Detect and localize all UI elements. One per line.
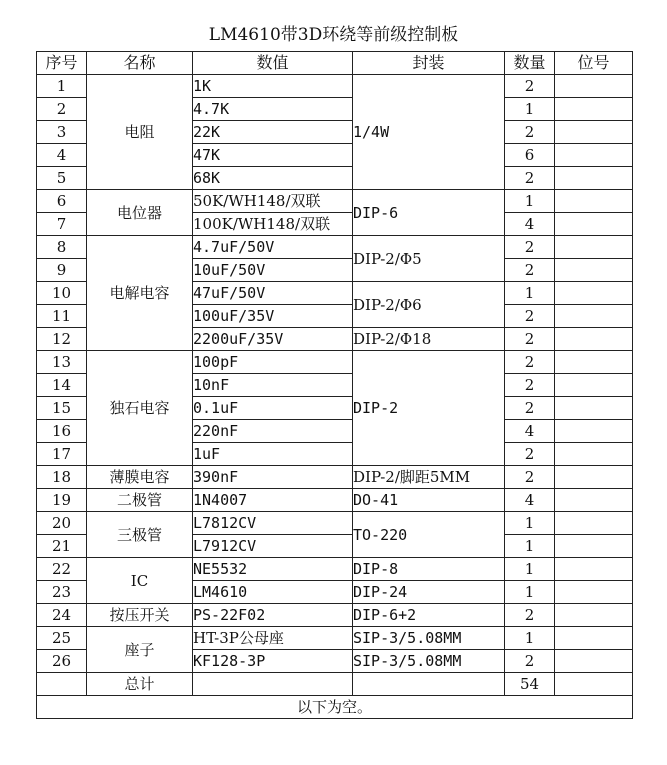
qty-cell: 2 [505, 121, 555, 144]
row-no: 7 [37, 213, 87, 236]
row-no: 18 [37, 466, 87, 489]
ref-cell [555, 213, 633, 236]
value-cell: 100K/WH148/双联 [193, 213, 353, 236]
row-no: 26 [37, 650, 87, 673]
package-cell: DO-41 [353, 489, 505, 512]
empty-cell [353, 673, 505, 696]
qty-cell: 2 [505, 236, 555, 259]
qty-cell: 2 [505, 328, 555, 351]
name-cell: 三极管 [87, 512, 193, 558]
value-cell: 50K/WH148/双联 [193, 190, 353, 213]
qty-cell: 2 [505, 167, 555, 190]
package-cell: SIP-3/5.08MM [353, 627, 505, 650]
row-no: 16 [37, 420, 87, 443]
package-cell: DIP-6+2 [353, 604, 505, 627]
header-value: 数值 [193, 52, 353, 75]
ref-cell [555, 167, 633, 190]
name-cell: 按压开关 [87, 604, 193, 627]
row-no: 21 [37, 535, 87, 558]
footer-note: 以下为空。 [37, 696, 633, 719]
table-row [37, 190, 633, 213]
ref-cell [555, 305, 633, 328]
empty-cell [555, 673, 633, 696]
ref-cell [555, 397, 633, 420]
ref-cell [555, 282, 633, 305]
package-cell: DIP-2/Φ6 [353, 282, 505, 328]
ref-cell [555, 98, 633, 121]
footer-row [37, 696, 633, 719]
row-no: 20 [37, 512, 87, 535]
qty-cell: 2 [505, 351, 555, 374]
qty-cell: 1 [505, 558, 555, 581]
row-no: 19 [37, 489, 87, 512]
package-cell: DIP-6 [353, 190, 505, 236]
ref-cell [555, 351, 633, 374]
row-no: 14 [37, 374, 87, 397]
name-cell: 电位器 [87, 190, 193, 236]
value-cell: 1N4007 [193, 489, 353, 512]
ref-cell [555, 581, 633, 604]
package-cell: DIP-8 [353, 558, 505, 581]
value-cell: NE5532 [193, 558, 353, 581]
table-row [37, 466, 633, 489]
value-cell: 10uF/50V [193, 259, 353, 282]
package-cell: 1/4W [353, 75, 505, 190]
qty-cell: 4 [505, 213, 555, 236]
row-no: 12 [37, 328, 87, 351]
row-no: 22 [37, 558, 87, 581]
ref-cell [555, 512, 633, 535]
qty-cell: 1 [505, 282, 555, 305]
package-cell: TO-220 [353, 512, 505, 558]
table-row [37, 351, 633, 374]
table-row [37, 512, 633, 535]
empty-cell [193, 673, 353, 696]
ref-cell [555, 650, 633, 673]
value-cell: PS-22F02 [193, 604, 353, 627]
row-no: 3 [37, 121, 87, 144]
value-cell: 4.7K [193, 98, 353, 121]
value-cell: 2200uF/35V [193, 328, 353, 351]
value-cell: 1uF [193, 443, 353, 466]
name-cell: 薄膜电容 [87, 466, 193, 489]
total-row [37, 673, 633, 696]
value-cell: L7812CV [193, 512, 353, 535]
row-no: 25 [37, 627, 87, 650]
value-cell: 10nF [193, 374, 353, 397]
table-row [37, 75, 633, 98]
value-cell: L7912CV [193, 535, 353, 558]
value-cell: 47K [193, 144, 353, 167]
row-no: 11 [37, 305, 87, 328]
name-cell: 电阻 [87, 75, 193, 190]
row-no: 8 [37, 236, 87, 259]
name-cell: IC [87, 558, 193, 604]
total-label: 总计 [87, 673, 193, 696]
value-cell: 4.7uF/50V [193, 236, 353, 259]
value-cell: 68K [193, 167, 353, 190]
value-cell: 100pF [193, 351, 353, 374]
qty-cell: 1 [505, 627, 555, 650]
row-no: 4 [37, 144, 87, 167]
ref-cell [555, 121, 633, 144]
table-row [37, 627, 633, 650]
header-package: 封装 [353, 52, 505, 75]
value-cell: 390nF [193, 466, 353, 489]
name-cell: 座子 [87, 627, 193, 673]
ref-cell [555, 190, 633, 213]
qty-cell: 4 [505, 489, 555, 512]
table-row [37, 558, 633, 581]
ref-cell [555, 489, 633, 512]
value-cell: LM4610 [193, 581, 353, 604]
ref-cell [555, 558, 633, 581]
qty-cell: 1 [505, 190, 555, 213]
ref-cell [555, 604, 633, 627]
value-cell: 47uF/50V [193, 282, 353, 305]
qty-cell: 2 [505, 259, 555, 282]
qty-cell: 1 [505, 581, 555, 604]
header-name: 名称 [87, 52, 193, 75]
row-no: 10 [37, 282, 87, 305]
ref-cell [555, 328, 633, 351]
empty-cell [37, 673, 87, 696]
ref-cell [555, 236, 633, 259]
value-cell: 0.1uF [193, 397, 353, 420]
package-cell: SIP-3/5.08MM [353, 650, 505, 673]
row-no: 2 [37, 98, 87, 121]
value-cell: HT-3P公母座 [193, 627, 353, 650]
value-cell: 100uF/35V [193, 305, 353, 328]
package-cell: DIP-2 [353, 351, 505, 466]
qty-cell: 2 [505, 443, 555, 466]
package-cell: DIP-24 [353, 581, 505, 604]
value-cell: KF128-3P [193, 650, 353, 673]
header-ref: 位号 [555, 52, 633, 75]
row-no: 17 [37, 443, 87, 466]
ref-cell [555, 144, 633, 167]
row-no: 24 [37, 604, 87, 627]
package-cell: DIP-2/Φ18 [353, 328, 505, 351]
qty-cell: 2 [505, 397, 555, 420]
qty-cell: 2 [505, 466, 555, 489]
qty-cell: 2 [505, 374, 555, 397]
header-qty: 数量 [505, 52, 555, 75]
ref-cell [555, 535, 633, 558]
row-no: 13 [37, 351, 87, 374]
name-cell: 二极管 [87, 489, 193, 512]
name-cell: 电解电容 [87, 236, 193, 351]
ref-cell [555, 466, 633, 489]
qty-cell: 2 [505, 75, 555, 98]
row-no: 9 [37, 259, 87, 282]
header-no: 序号 [37, 52, 87, 75]
package-cell: DIP-2/脚距5MM [353, 466, 505, 489]
ref-cell [555, 75, 633, 98]
qty-cell: 1 [505, 98, 555, 121]
package-cell: DIP-2/Φ5 [353, 236, 505, 282]
header-row [37, 52, 633, 75]
table-row [37, 236, 633, 259]
qty-cell: 2 [505, 650, 555, 673]
ref-cell [555, 443, 633, 466]
table-row [37, 604, 633, 627]
value-cell: 220nF [193, 420, 353, 443]
name-cell: 独石电容 [87, 351, 193, 466]
row-no: 15 [37, 397, 87, 420]
total-qty: 54 [505, 673, 555, 696]
row-no: 6 [37, 190, 87, 213]
ref-cell [555, 374, 633, 397]
qty-cell: 1 [505, 535, 555, 558]
ref-cell [555, 420, 633, 443]
qty-cell: 2 [505, 604, 555, 627]
value-cell: 1K [193, 75, 353, 98]
row-no: 1 [37, 75, 87, 98]
row-no: 23 [37, 581, 87, 604]
qty-cell: 1 [505, 512, 555, 535]
table-row [37, 489, 633, 512]
qty-cell: 2 [505, 305, 555, 328]
row-no: 5 [37, 167, 87, 190]
bom-table [36, 51, 633, 719]
qty-cell: 6 [505, 144, 555, 167]
qty-cell: 4 [505, 420, 555, 443]
ref-cell [555, 259, 633, 282]
document-title: LM4610带3D环绕等前级控制板 [208, 25, 459, 45]
value-cell: 22K [193, 121, 353, 144]
ref-cell [555, 627, 633, 650]
